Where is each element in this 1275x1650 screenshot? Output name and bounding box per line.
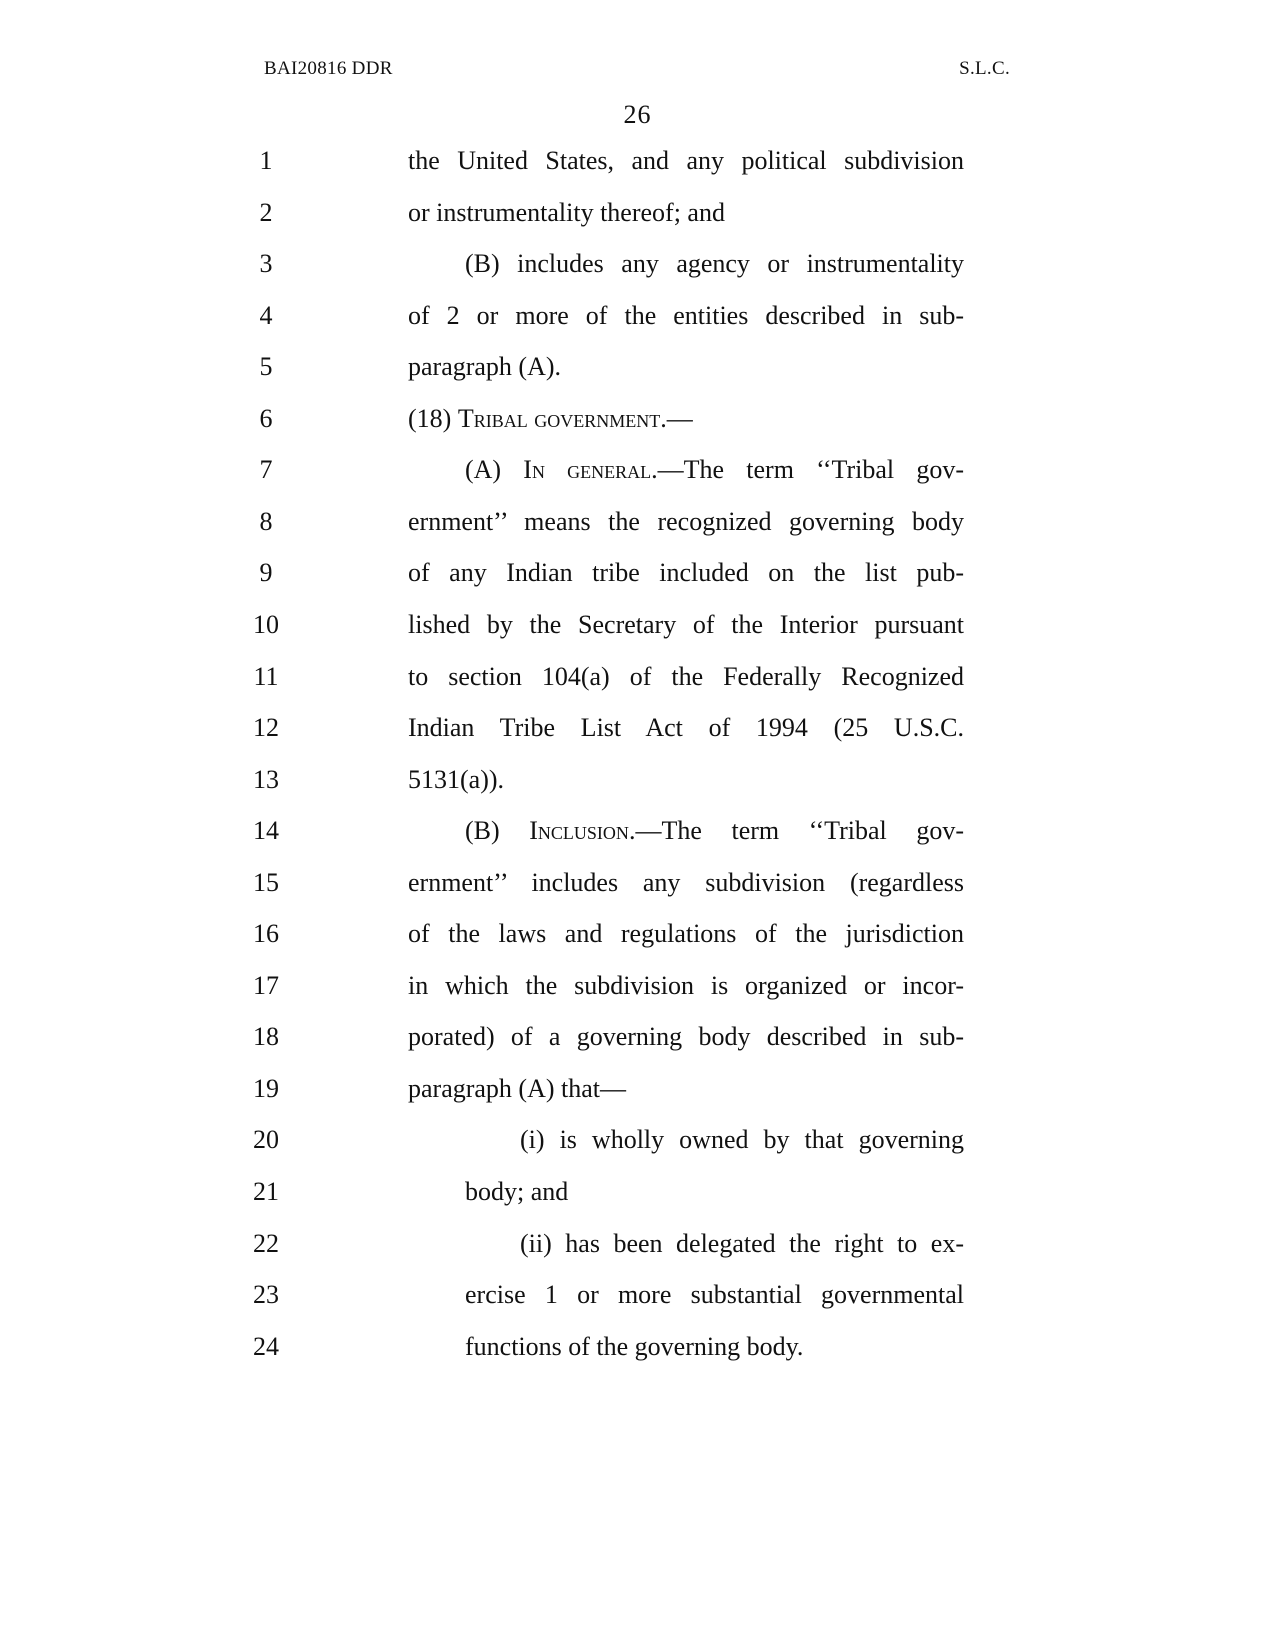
line-number: 3 [259, 249, 273, 278]
line-number: 19 [253, 1074, 279, 1103]
bill-text-line: body; and [465, 1177, 569, 1206]
bill-text-line: paragraph (A). [408, 352, 562, 381]
bill-text-line: (A) In general.—The term ‘‘Tribal gov- [465, 455, 964, 484]
bill-text-line: porated) of a governing body described in sub- [408, 1022, 964, 1051]
line-number: 24 [253, 1332, 279, 1361]
line-number: 15 [253, 868, 279, 897]
bill-text-line: ercise 1 or more substantial governmental [465, 1280, 964, 1309]
bill-text-line: to section 104(a) of the Federally Recognized [408, 662, 964, 691]
line-number: 20 [253, 1125, 279, 1154]
line-number: 6 [259, 404, 273, 433]
bill-text-line: of the laws and regulations of the jurisdiction [408, 919, 964, 948]
bill-text-line: of 2 or more of the entities described in sub- [408, 301, 964, 330]
line-number: 12 [253, 713, 279, 742]
line-number: 11 [253, 662, 279, 691]
bill-text-line: (i) is wholly owned by that governing [520, 1125, 964, 1154]
bill-text-line: functions of the governing body. [465, 1332, 804, 1361]
line-number: 18 [253, 1022, 279, 1051]
line-number: 21 [253, 1177, 279, 1206]
bill-text-line: (18) Tribal government.— [408, 404, 693, 433]
line-number: 5 [259, 352, 273, 381]
line-number: 16 [253, 919, 279, 948]
bill-text-line: the United States, and any political subdivision [408, 146, 964, 175]
page-number: 26 [623, 100, 652, 129]
bill-text-line: (B) Inclusion.—The term ‘‘Tribal gov- [465, 816, 964, 845]
bill-text-line: or instrumentality thereof; and [408, 198, 725, 227]
bill-text-line: ernment’’ includes any subdivision (regardless [408, 868, 964, 897]
line-number: 2 [259, 198, 273, 227]
bill-text-line: Indian Tribe List Act of 1994 (25 U.S.C. [408, 713, 964, 742]
document-code: S.L.C. [959, 58, 1010, 79]
bill-text-line: of any Indian tribe included on the list pub- [408, 558, 964, 587]
line-number: 7 [259, 455, 273, 484]
line-number: 14 [253, 816, 279, 845]
bill-text-line: paragraph (A) that— [408, 1074, 627, 1103]
line-number: 23 [253, 1280, 279, 1309]
bill-text-line: (ii) has been delegated the right to ex- [520, 1229, 964, 1258]
line-number: 13 [253, 765, 279, 794]
line-number: 17 [253, 971, 279, 1000]
line-number: 4 [259, 301, 273, 330]
line-number: 8 [259, 507, 273, 536]
bill-text-line: in which the subdivision is organized or incor- [408, 971, 964, 1000]
line-number: 9 [259, 558, 273, 587]
bill-text-line: (B) includes any agency or instrumentality [465, 249, 964, 278]
line-number: 1 [259, 146, 273, 175]
line-number: 22 [253, 1229, 279, 1258]
line-number: 10 [253, 610, 279, 639]
document-id: BAI20816 DDR [264, 58, 393, 79]
bill-text-line: 5131(a)). [408, 765, 505, 794]
bill-text-line: lished by the Secretary of the Interior pursuant [408, 610, 964, 639]
bill-text-line: ernment’’ means the recognized governing body [408, 507, 964, 536]
